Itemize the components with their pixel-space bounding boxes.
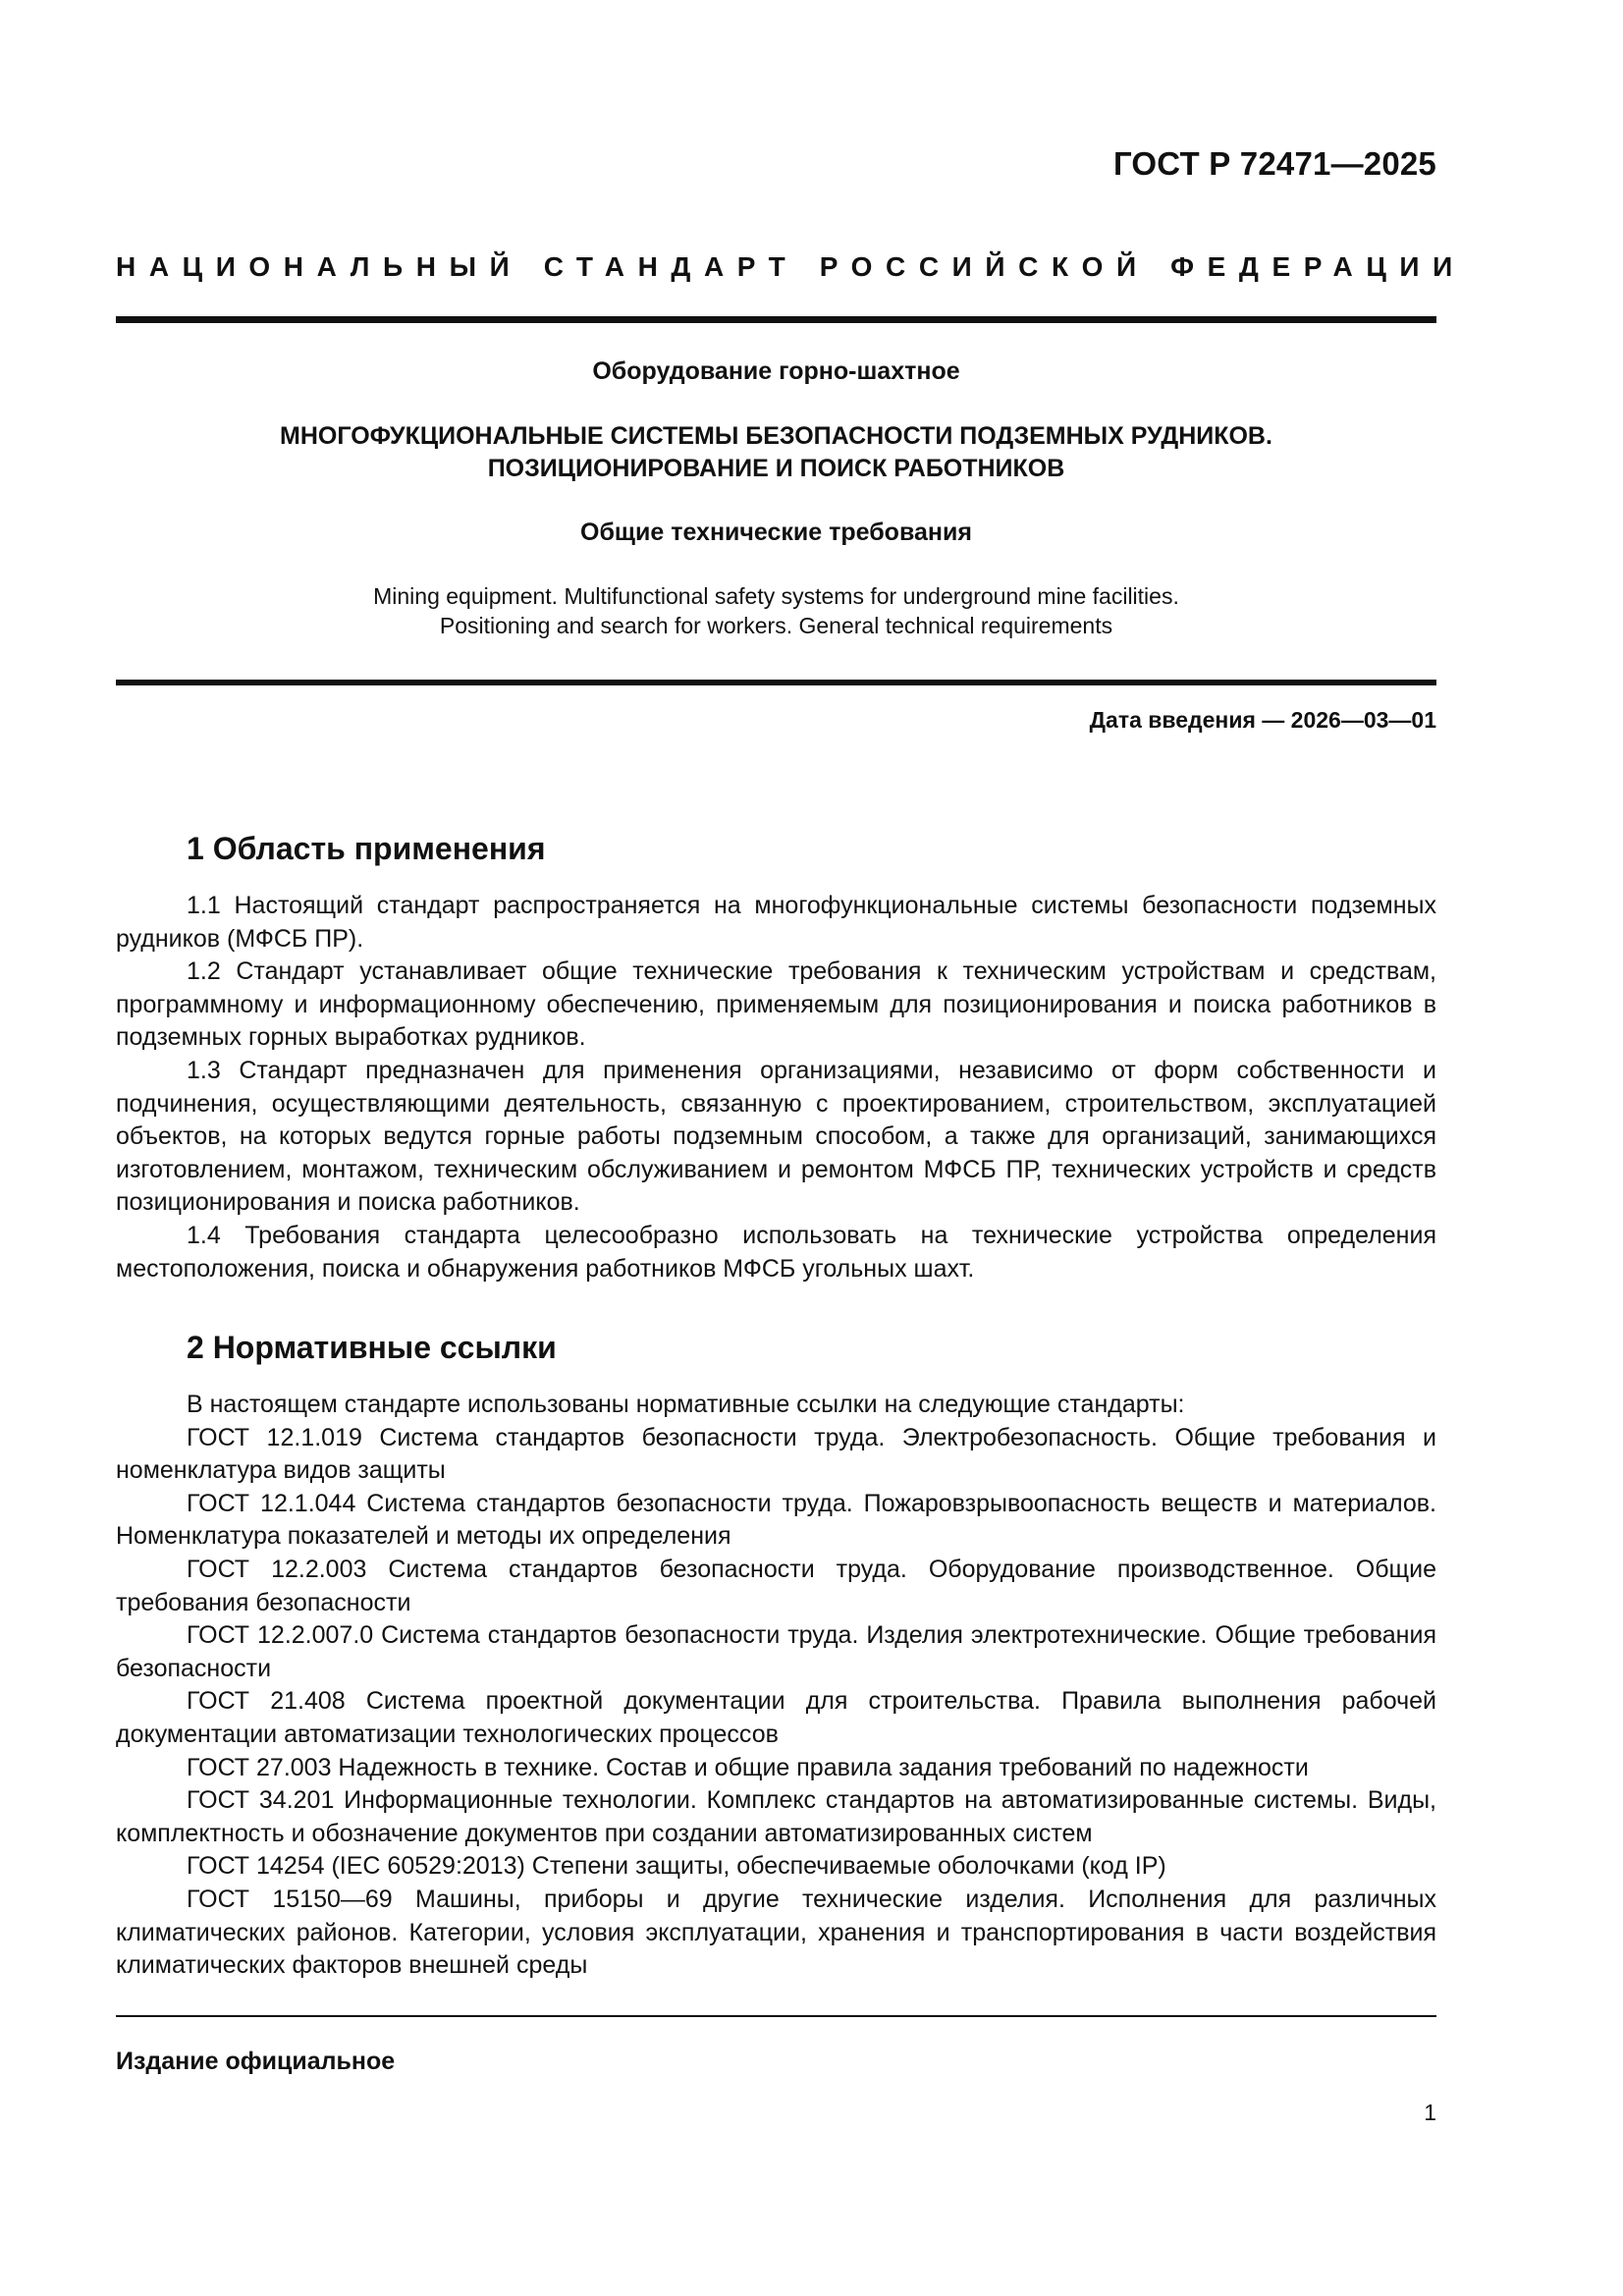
- category-title: Оборудование горно-шахтное: [592, 357, 960, 385]
- reference-item: ГОСТ 27.003 Надежность в технике. Состав и общие правила задания требований по надежности: [187, 1753, 1309, 1781]
- reference-item: ГОСТ 12.1.019 Система стандартов безопасности труда. Электробезопасность. Общие требования и номенклатура видов защиты: [116, 1423, 1436, 1485]
- english-title-line-1: Mining equipment. Multifunctional safety systems for underground mine facilities.: [373, 583, 1179, 609]
- reference-item: ГОСТ 34.201 Информационные технологии. Комплекс стандартов на автоматизированные системы. Виды, комплектность и обозначение документов при создании автоматизированных систем: [116, 1786, 1436, 1847]
- section-1-body: [116, 890, 1436, 1285]
- reference-item: ГОСТ 21.408 Система проектной документации для строительства. Правила выполнения рабочей документации автоматизации технологических процессов: [116, 1687, 1436, 1748]
- main-title-line-2: ПОЗИЦИОНИРОВАНИЕ И ПОИСК РАБОТНИКОВ: [487, 455, 1065, 482]
- title-rule: [116, 680, 1436, 685]
- paragraph: 1.4 Требования стандарта целесообразно использовать на технические устройства определения местоположения, поиска и обнаружения работников МФСБ угольных шахт.: [116, 1221, 1436, 1283]
- header-rule: [116, 316, 1436, 323]
- main-title-line-1: МНОГОФУКЦИОНАЛЬНЫЕ СИСТЕМЫ БЕЗОПАСНОСТИ ПОДЗЕМНЫХ РУДНИКОВ.: [280, 422, 1272, 450]
- english-title-line-2: Positioning and search for workers. General technical requirements: [439, 613, 1113, 638]
- introduction-date: Дата введения — 2026—03—01: [1089, 707, 1436, 733]
- section-2-heading: 2 Нормативные ссылки: [187, 1330, 557, 1365]
- reference-item: ГОСТ 15150—69 Машины, приборы и другие технические изделия. Исполнения для различных климатических районов. Категории, условия эксплуатации, хранения и транспортирования в части воздействия климатических факторов внешней среды: [116, 1885, 1436, 1980]
- national-standard-line: НАЦИОНАЛЬНЫЙ СТАНДАРТ РОССИЙСКОЙ ФЕДЕРАЦИИ: [116, 251, 1466, 282]
- section-1-heading: 1 Область применения: [187, 831, 546, 866]
- reference-item: ГОСТ 12.2.003 Система стандартов безопасности труда. Оборудование производственное. Общие требования безопасности: [116, 1555, 1436, 1616]
- page-number: 1: [1424, 2100, 1436, 2125]
- subtitle: Общие технические требования: [580, 519, 972, 546]
- document-code: ГОСТ Р 72471—2025: [1112, 145, 1436, 182]
- paragraph: В настоящем стандарте использованы нормативные ссылки на следующие стандарты:: [187, 1391, 1185, 1418]
- paragraph: 1.1 Настоящий стандарт распространяется на многофункциональные системы безопасности подземных рудников (МФСБ ПР).: [116, 892, 1436, 953]
- section-2-body: [116, 1389, 1436, 1983]
- official-edition-label: Издание официальное: [116, 2048, 396, 2075]
- reference-item: ГОСТ 12.1.044 Система стандартов безопасности труда. Пожаровзрывоопасность веществ и материалов. Номенклатура показателей и методы их определения: [116, 1489, 1436, 1551]
- reference-item: ГОСТ 12.2.007.0 Система стандартов безопасности труда. Изделия электротехнические. Общие требования безопасности: [116, 1621, 1436, 1682]
- reference-item: ГОСТ 14254 (IEC 60529:2013) Степени защиты, обеспечиваемые оболочками (код IP): [187, 1852, 1166, 1881]
- main-title: [116, 420, 1436, 485]
- footer-rule: [116, 2015, 1436, 2017]
- english-title: [116, 581, 1436, 640]
- paragraph: 1.2 Стандарт устанавливает общие технические требования к техническим устройствам и средствам, программному и информационному обеспечению, применяемым для позиционирования и поиска работников в подземных горных выработках рудников.: [116, 957, 1436, 1052]
- paragraph: 1.3 Стандарт предназначен для применения организациями, независимо от форм собственности и подчинения, осуществляющими деятельность, связанную с проектированием, строительством, эксплуатацией объектов, на которых ведутся горные работы подземным способом, а также для организаций, занимающихся изготовлением, монтажом, техническим обслуживанием и ремонтом МФСБ ПР, технических устройств и средств позиционирования и поиска работников.: [116, 1056, 1436, 1217]
